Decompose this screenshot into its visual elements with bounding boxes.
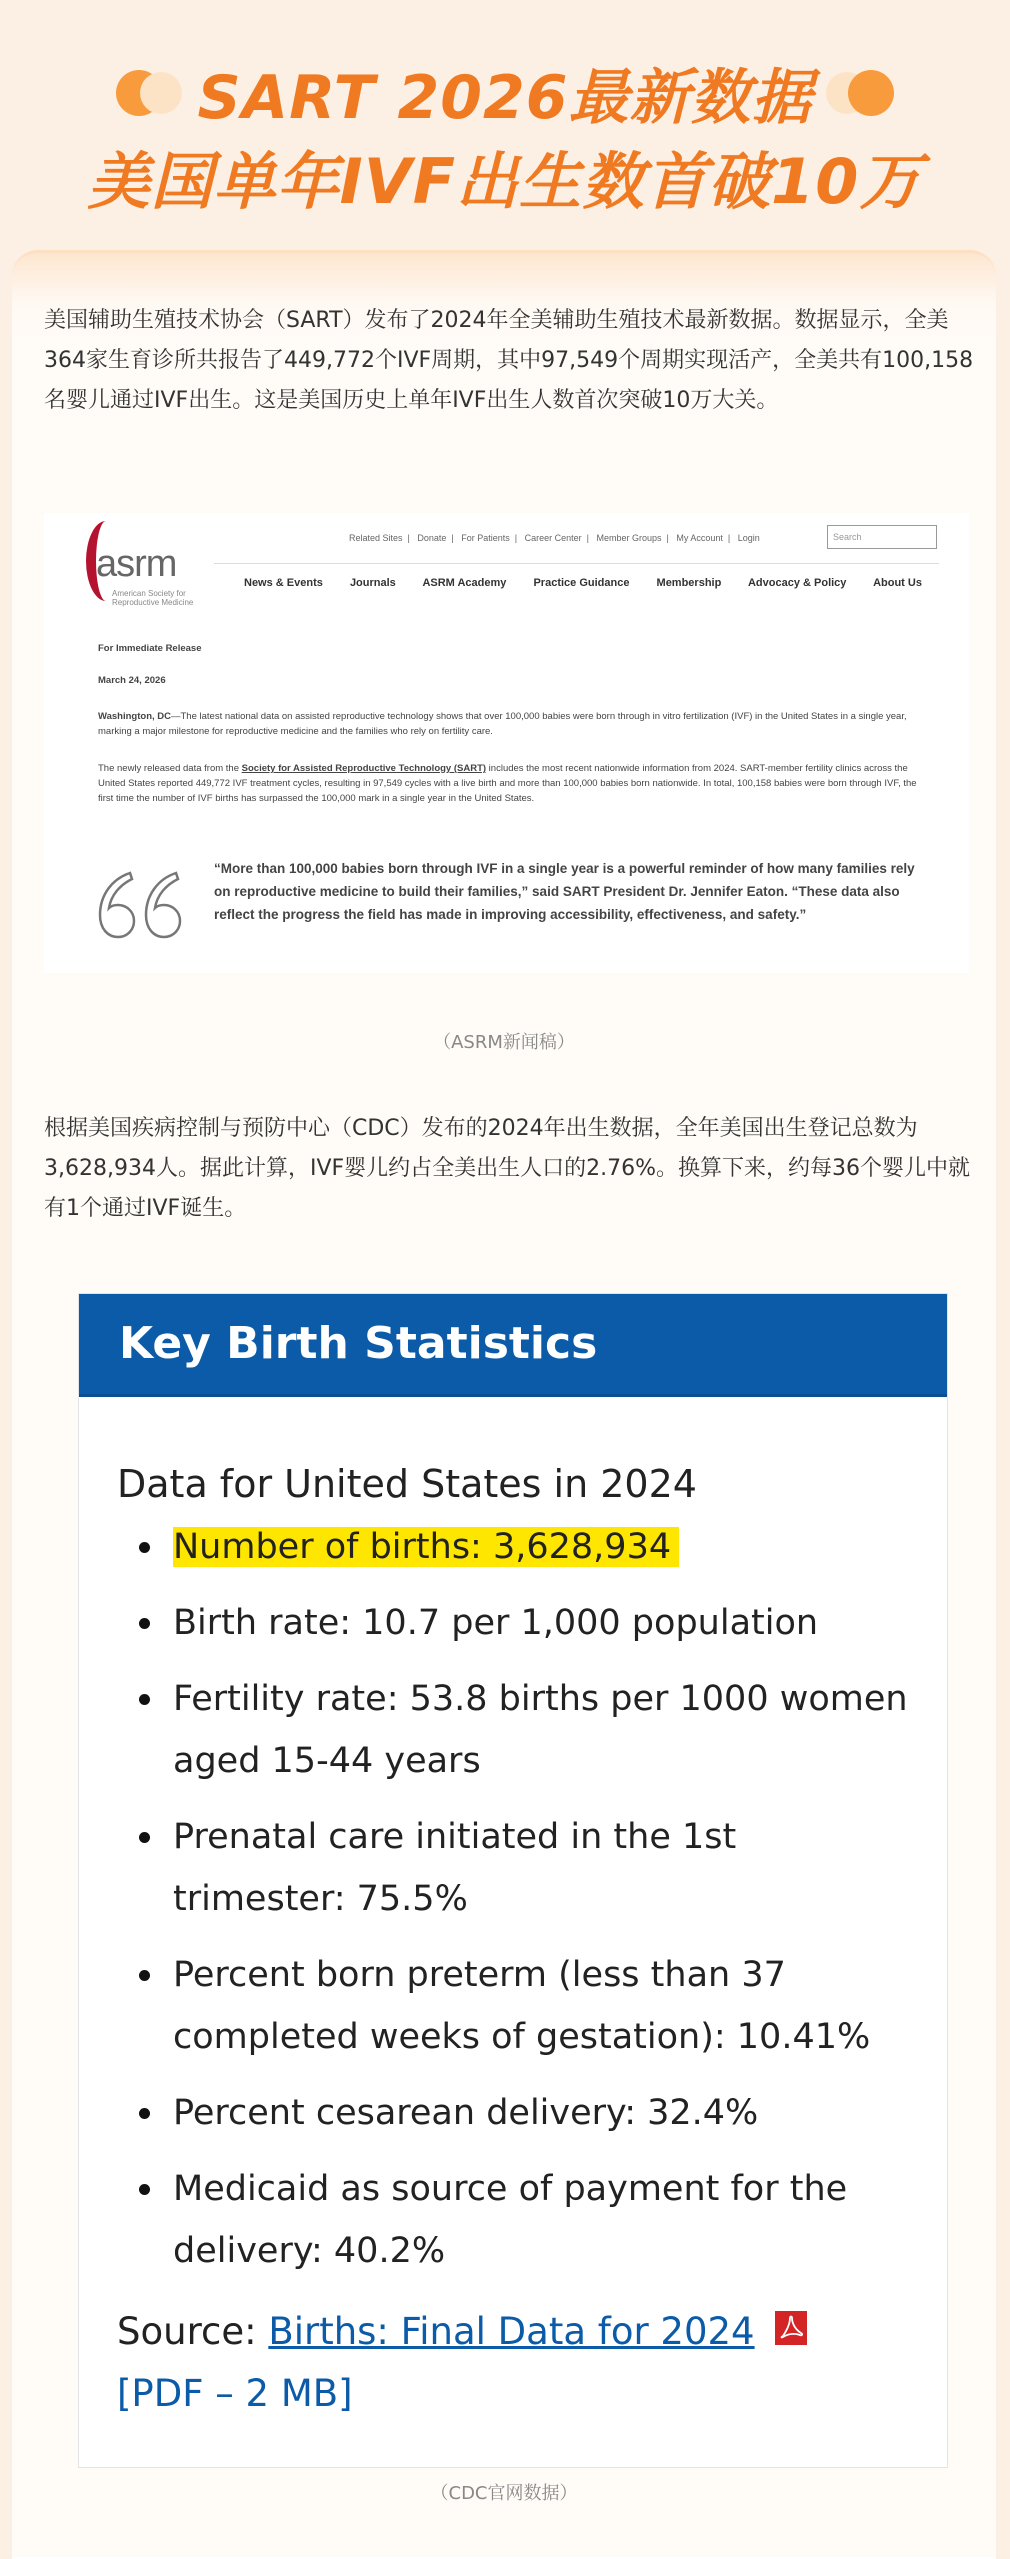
content-card <box>12 250 996 2559</box>
president-quote: “More than 100,000 babies born through IVF in a single year is a powerful reminder of how many families rely on reproductive medicine to build their families,” said SART President Dr. Jennifer Eaton. “These data also reflect the progress the field has made in improving accessibility, effectiveness, and safety.” <box>214 861 915 922</box>
cdc-subheading: Data for United States in 2024 <box>117 1462 697 1506</box>
asrm-main-nav <box>244 577 946 589</box>
sart-link[interactable]: Society for Assisted Reproductive Technology (SART) <box>241 763 487 774</box>
stat-item: Prenatal care initiated in the 1st trimester: 75.5% <box>117 1806 917 1930</box>
asrm-logo: asrm American Society for Reproductive Medicine <box>86 517 196 607</box>
release-date: March 24, 2026 <box>98 675 166 686</box>
highlighted-stat: Number of births: 3,628,934 <box>173 1527 679 1567</box>
cdc-statistics-image <box>78 1293 948 2468</box>
asrm-nav-item[interactable]: About Us <box>873 577 922 589</box>
release-paragraph-2: The newly released data from the Society for Assisted Reproductive Technology (SART) includes the most recent nationwide information from 2024. SART-member fertility clinics across the United States reported 449,772 IVF treatment cycles, resulting in 97,549 cycles with a live birth and more than 100,000 babies born nationwide. In total, 100,158 babies were born through IVF, the first time the number of IVF births has surpassed the 100,000 mark in a single year in the United States. <box>98 763 917 804</box>
quote-mark-icon <box>94 865 184 945</box>
stat-item <box>117 1516 917 1578</box>
pdf-size: [PDF – 2 MB] <box>117 2372 353 2415</box>
asrm-caption: （ASRM新闻稿） <box>433 1032 575 1053</box>
stat-item: Percent cesarean delivery: 32.4% <box>117 2082 917 2144</box>
asrm-top-links: Related Sites | Donate | For Patients | Career Center | Member Groups | My Account | Login <box>349 533 760 543</box>
asrm-top-link[interactable]: My Account <box>676 533 723 543</box>
intro-paragraph: 美国辅助生殖技术协会（SART）发布了2024年全美辅助生殖技术最新数据。数据显示，全美364家生育诊所共报告了449,772个IVF周期，其中97,549个周期实现活产，全美共有100,158名婴儿通过IVF出生。这是美国历史上单年IVF出生人数首次突破10万大关。 <box>44 308 974 413</box>
decor-circles-icon <box>116 70 184 116</box>
stat-item: Medicaid as source of payment for the delivery: 40.2% <box>117 2158 917 2282</box>
source-pdf-link[interactable]: Births: Final Data for 2024 <box>268 2310 755 2353</box>
page-title-line-2: 美国单年IVF出生数首破10万 <box>87 145 923 218</box>
page-title-line-1: SART 2026最新数据 <box>0 50 1010 136</box>
asrm-top-link[interactable]: Donate <box>417 533 447 543</box>
release-paragraph-1: Washington, DC—The latest national data on assisted reproductive technology shows that over 100,000 babies were born through in vitro fertilization (IVF) in the United States in a single year, marking a major milestone for reproductive medicine and the families who rely on fertility care. <box>98 711 907 737</box>
asrm-top-link[interactable]: For Patients <box>461 533 510 543</box>
asrm-top-link[interactable]: Member Groups <box>596 533 662 543</box>
asrm-top-link[interactable]: Login <box>737 533 760 543</box>
asrm-search-input[interactable]: Search <box>827 525 937 549</box>
stat-item: Percent born preterm (less than 37 completed weeks of gestation): 10.41% <box>117 1944 917 2068</box>
asrm-nav-item[interactable]: Journals <box>349 577 396 589</box>
cdc-source: Source: Births: Final Data for 2024 [PDF – 2 MB] <box>117 2301 917 2425</box>
cdc-caption: （CDC官网数据） <box>430 2483 578 2504</box>
cdc-paragraph: 根据美国疾病控制与预防中心（CDC）发布的2024年出生数据，全年美国出生登记总数为3,628,934人。据此计算，IVF婴儿约占全美出生人口的2.76%。换算下来，约每36个婴儿中就有1个通过IVF诞生。 <box>44 1116 971 1221</box>
page-header <box>0 0 1010 250</box>
asrm-nav-item[interactable]: News & Events <box>244 577 323 589</box>
asrm-top-link[interactable]: Related Sites <box>349 533 403 543</box>
asrm-nav-item[interactable]: Advocacy & Policy <box>747 577 847 589</box>
asrm-nav-item[interactable]: Membership <box>656 577 722 589</box>
asrm-nav-item[interactable]: ASRM Academy <box>422 577 507 589</box>
decor-circles-icon <box>826 70 894 116</box>
asrm-press-release-image <box>44 513 969 973</box>
cdc-heading: Key Birth Statistics <box>79 1294 947 1397</box>
pdf-icon[interactable] <box>774 2310 808 2346</box>
release-label: For Immediate Release <box>98 643 202 654</box>
asrm-nav-item[interactable]: Practice Guidance <box>533 577 630 589</box>
stat-item: Fertility rate: 53.8 births per 1000 women aged 15-44 years <box>117 1668 917 1792</box>
stat-item: Birth rate: 10.7 per 1,000 population <box>117 1592 917 1654</box>
cdc-stat-list <box>117 1516 917 2296</box>
asrm-top-link[interactable]: Career Center <box>524 533 582 543</box>
